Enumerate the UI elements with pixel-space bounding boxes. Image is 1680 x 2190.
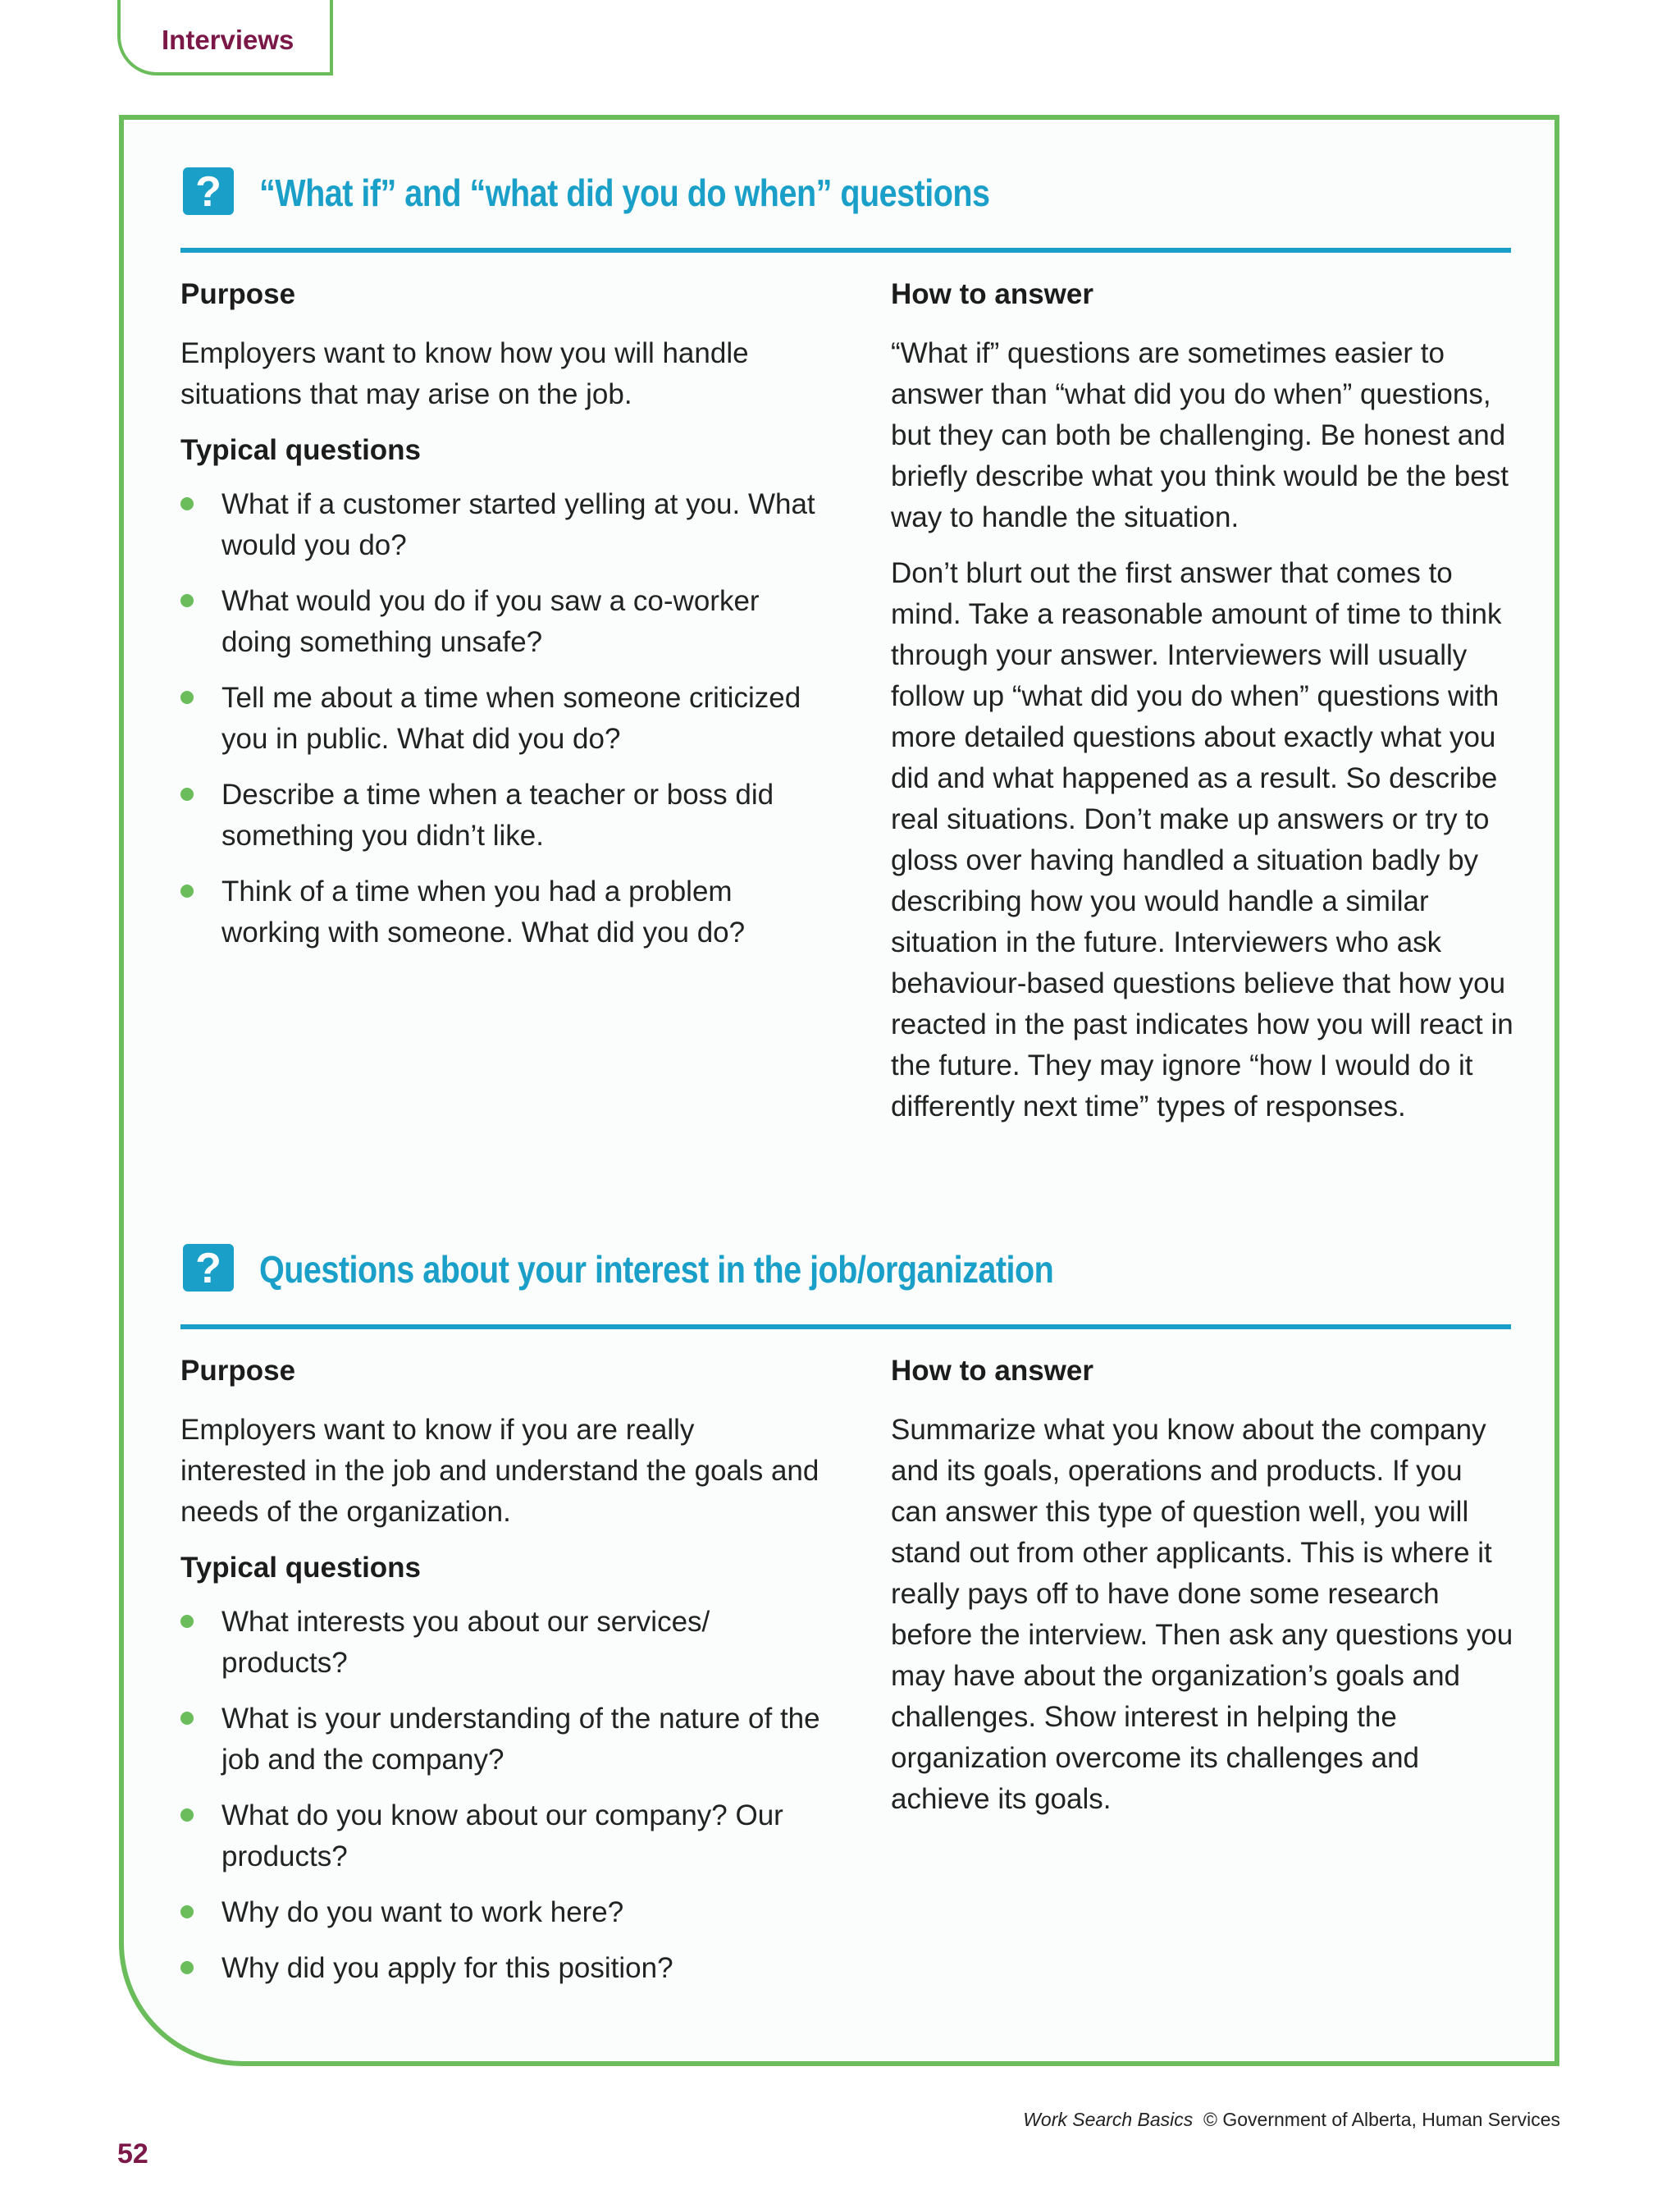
page-number: 52 [117,2138,148,2169]
section-divider [180,248,1511,253]
left-column [180,1351,820,2004]
section-title: “What if” and “what did you do when” questions [259,171,990,214]
section-header [180,167,1511,233]
question-text: Why did you apply for this position? [221,1952,673,1984]
answer-paragraph: Summarize what you know about the company and its goals, operations and products. If you can answer this type of question well, you will stand out from other applicants. This is where it really pays off to have done some research before the interview. Then ask any questions you may have about the organization’s goals and challenges. Show interest in helping the organization overcome its challenges and achieve its goals. [891,1414,1513,1815]
copyright: © Government of Alberta, Human Services [1203,2109,1560,2130]
question-text: What interests you about our services/ products? [221,1606,710,1679]
list-item [180,1699,820,1781]
list-item [180,581,820,663]
question-text: What if a customer started yelling at you. What would you do? [221,488,815,561]
bullet-icon [180,1615,194,1628]
footer-credit [1023,2107,1560,2132]
how-to-answer-label: How to answer [891,1355,1093,1387]
list-item [180,1602,820,1684]
question-icon: ? [183,167,234,215]
question-icon: ? [183,1244,234,1292]
bullet-icon [180,885,194,898]
typical-questions-label: Typical questions [180,434,422,466]
typical-questions-list [180,484,820,953]
purpose-text: Employers want to know if you are really interested in the job and understand the goals and needs of the organization. [180,1414,819,1528]
section-tab-label: Interviews [162,25,294,55]
question-text: Think of a time when you had a problem working with someone. What did you do? [221,876,746,949]
section-tab [117,0,333,75]
bullet-icon [180,594,194,607]
list-item [180,1948,820,1989]
question-section-what-if [180,167,1513,1122]
typical-questions-list [180,1602,820,1989]
right-column [891,1351,1514,1835]
bullet-icon [180,788,194,801]
list-item [180,678,820,760]
list-item [180,871,820,953]
bullet-icon [180,691,194,704]
question-text: Why do you want to work here? [221,1896,624,1928]
purpose-label: Purpose [180,278,296,310]
list-item [180,1892,820,1933]
how-to-answer-label: How to answer [891,278,1093,310]
list-item [180,775,820,857]
purpose-label: Purpose [180,1355,296,1387]
bullet-icon [180,1808,194,1822]
question-text: Describe a time when a teacher or boss did something you didn’t like. [221,779,774,852]
section-header [180,1244,1511,1310]
question-text: What would you do if you saw a co-worker doing something unsafe? [221,585,760,658]
section-divider [180,1324,1511,1329]
list-item [180,1795,820,1877]
book-title: Work Search Basics [1023,2109,1194,2130]
answer-paragraph: “What if” questions are sometimes easier to answer than “what did you do when” questions, but they can both be challenging. Be honest and briefly describe what you think would be the best way to handle the situation. [891,337,1509,533]
question-text: What is your understanding of the nature of the job and the company? [221,1703,820,1776]
question-text: Tell me about a time when someone criticized you in public. What did you do? [221,682,801,755]
answer-paragraph: Don’t blurt out the first answer that comes to mind. Take a reasonable amount of time to think through your answer. Interviewers will usually follow up “what did you do when” questions with more detailed questions about exactly what you did and what happened as a result. So describe real situations. Don’t make up answers or try to gloss over having handled a situation badly by describing how you would handle a similar situation in the future. Interviewers who ask behaviour-based questions believe that how you reacted in the past indicates how you will react in the future. They may ignore “how I would do it differently next time” types of responses. [891,557,1513,1122]
bullet-icon [180,1905,194,1918]
question-text: What do you know about our company? Our products? [221,1799,783,1872]
purpose-text: Employers want to know how you will handle situations that may arise on the job. [180,337,749,410]
list-item [180,484,820,566]
bullet-icon [180,1961,194,1974]
typical-questions-label: Typical questions [180,1552,422,1584]
section-title: Questions about your interest in the job/organization [259,1248,1054,1291]
bullet-icon [180,497,194,510]
left-column [180,274,820,968]
bullet-icon [180,1712,194,1725]
question-section-interest [180,1244,1513,1984]
right-column [891,274,1514,1142]
